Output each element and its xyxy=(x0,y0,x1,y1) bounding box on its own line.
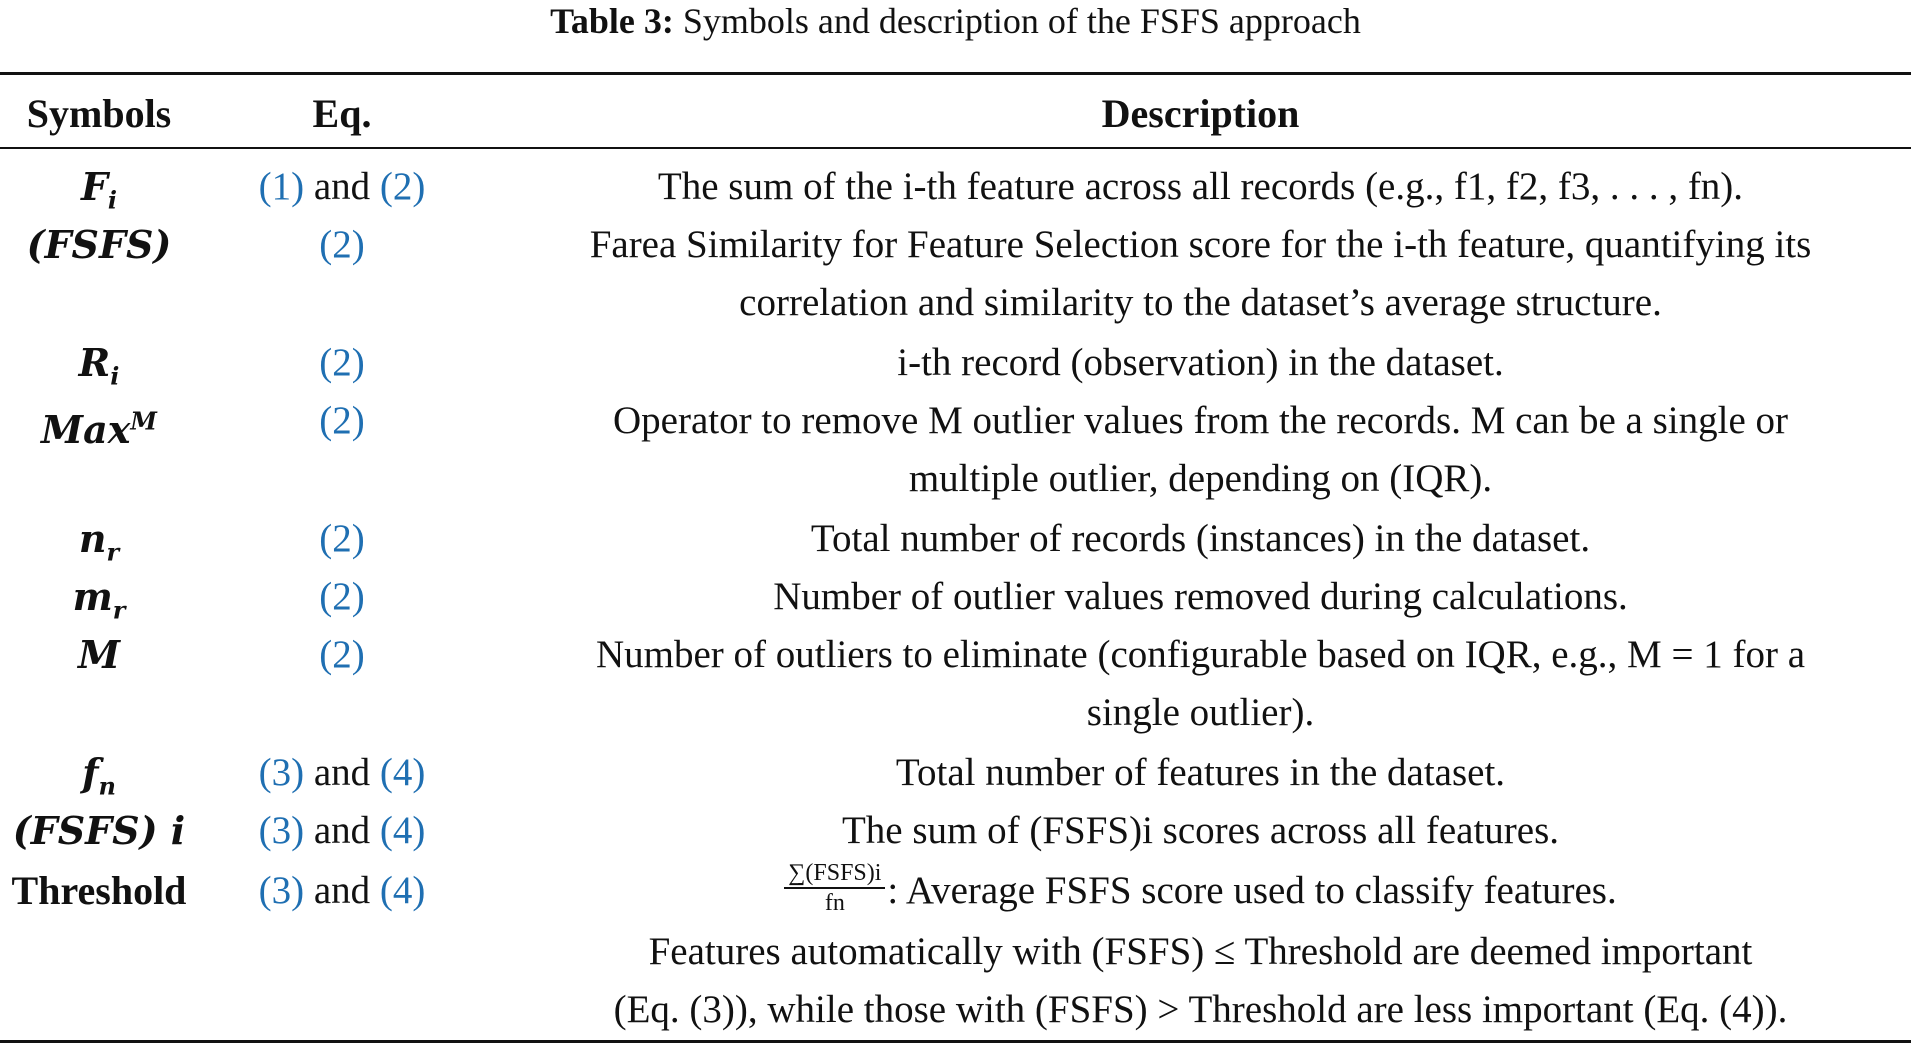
description-line: Total number of records (instances) in the dataset. xyxy=(810,517,1591,560)
fraction-numerator: ∑(FSFS)i xyxy=(784,859,885,889)
eq-cell: (3) and (4) xyxy=(258,751,426,794)
top-rule xyxy=(0,72,1911,75)
description-cell xyxy=(490,216,1911,332)
description-line: Number of outlier values removed during calculations. xyxy=(773,575,1628,618)
description-cell xyxy=(490,510,1911,568)
eq-cell xyxy=(232,510,452,568)
description-line: multiple outlier, depending on (IQR). xyxy=(908,457,1493,500)
symbol: $F_i$ xyxy=(80,164,118,215)
description-cell xyxy=(490,334,1911,392)
eq-link[interactable]: (2) xyxy=(319,517,365,560)
description-line: i-th record (observation) in the dataset. xyxy=(897,341,1504,384)
description-cell xyxy=(490,568,1911,626)
symbol: $n_r$ xyxy=(78,516,120,567)
eq-link[interactable]: (4) xyxy=(379,751,426,794)
eq-link[interactable]: (3) xyxy=(258,751,305,794)
eq-link[interactable]: (2) xyxy=(319,633,365,676)
description-line: Total number of features in the dataset. xyxy=(895,751,1506,794)
eq-cell: (3) and (4) xyxy=(258,809,426,852)
eq-cell xyxy=(232,334,452,392)
symbol: $m_r$ xyxy=(72,574,126,625)
description-line: single outlier). xyxy=(1086,691,1315,734)
eq-link[interactable]: (4) xyxy=(379,869,426,912)
symbol: Threshold xyxy=(11,868,187,913)
description-line: The sum of the i-th feature across all records (e.g., f1, f2, f3, . . . , fn). xyxy=(657,165,1744,208)
description-cell xyxy=(490,392,1911,508)
description-cell xyxy=(490,862,1911,1039)
symbol-cell xyxy=(0,216,198,275)
caption-label: Table 3: xyxy=(550,1,674,41)
eq-cell xyxy=(232,568,452,626)
symbol: (FSFS) xyxy=(26,222,172,267)
symbol: (FSFS) i xyxy=(12,808,186,853)
description-cell xyxy=(490,158,1911,216)
header-eq: Eq. xyxy=(312,91,372,136)
eq-cell: (1) and (2) xyxy=(258,165,426,208)
description-line: Farea Similarity for Feature Selection score for the i-th feature, quantifying its xyxy=(589,223,1812,266)
eq-link[interactable]: (2) xyxy=(319,223,365,266)
header-rule xyxy=(0,147,1911,149)
caption-text: Symbols and description of the FSFS approach xyxy=(682,1,1361,41)
eq-cell xyxy=(232,392,452,450)
symbol: Max$^M$ xyxy=(41,406,157,452)
description-cell xyxy=(490,744,1911,802)
threshold-fraction xyxy=(784,859,885,917)
symbol: $R_i$ xyxy=(78,340,120,391)
symbol-cell xyxy=(0,392,198,460)
description-line: correlation and similarity to the dataset’s average structure. xyxy=(739,281,1662,324)
eq-link[interactable]: (1) xyxy=(258,165,305,208)
symbol: $f_n$ xyxy=(82,750,116,801)
description-cell xyxy=(490,626,1911,742)
description-line: Number of outliers to eliminate (configurable based on IQR, e.g., M = 1 for a xyxy=(596,633,1805,676)
symbol-cell xyxy=(0,802,198,861)
eq-link[interactable]: (3) xyxy=(258,869,305,912)
symbol-cell xyxy=(0,862,198,921)
description-line: Operator to remove M outlier values from the records. M can be a single or xyxy=(612,399,1789,442)
eq-cell: (3) and (4) xyxy=(258,869,426,912)
eq-link[interactable]: (4) xyxy=(379,809,426,852)
eq-link[interactable]: (3) xyxy=(258,809,305,852)
symbol: M xyxy=(77,632,121,677)
description-line: Features automatically with (FSFS) ≤ Threshold are deemed important xyxy=(648,930,1753,974)
header-symbols: Symbols xyxy=(26,91,172,136)
eq-link[interactable]: (2) xyxy=(319,341,365,384)
description-line: $\frac{\text{∑(FSFS)i}}{fn}$ : Average FSFS score used to classify features. xyxy=(490,862,1911,923)
eq-cell xyxy=(232,626,452,684)
header-description: Description xyxy=(1101,91,1300,136)
table-header xyxy=(0,88,1911,140)
eq-link[interactable]: (2) xyxy=(319,399,365,442)
fraction-denominator: fn xyxy=(824,890,845,917)
symbol-cell xyxy=(0,626,198,685)
bottom-rule xyxy=(0,1040,1911,1043)
table-caption xyxy=(0,0,1911,42)
description-line: The sum of (FSFS)i scores across all features. xyxy=(841,809,1560,852)
eq-cell xyxy=(232,216,452,274)
eq-link[interactable]: (2) xyxy=(379,165,426,208)
description-cell xyxy=(490,802,1911,860)
eq-link[interactable]: (2) xyxy=(319,575,365,618)
description-line: (Eq. (3)), while those with (FSFS) > Threshold are less important (Eq. (4)). xyxy=(613,988,1788,1032)
